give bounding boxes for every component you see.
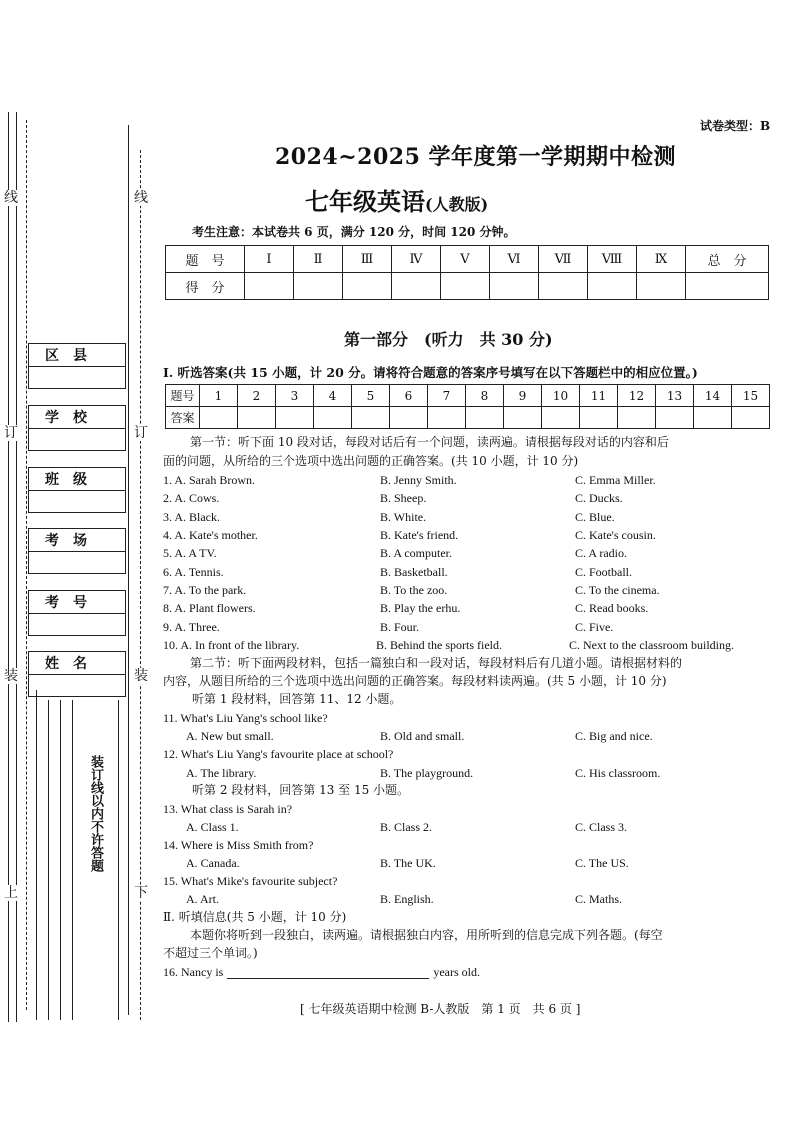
answer-cell[interactable] <box>732 407 770 429</box>
district-box <box>28 343 126 389</box>
answer-number: 9 <box>504 385 542 407</box>
page-subtitle <box>305 182 488 217</box>
part1-title: 第一部分 (听力 共 30 分) <box>344 330 553 349</box>
option-b: B. Kate's friend. <box>380 528 459 542</box>
option-a: A. The library. <box>186 766 257 780</box>
cut-char: 装 <box>4 668 18 684</box>
question-16 <box>163 965 480 979</box>
answer-cell[interactable] <box>238 407 276 429</box>
page-title: 2024~2025 学年度第一学期期中检测 <box>275 144 677 170</box>
cut-char: 线 <box>4 190 18 206</box>
answer-number: 10 <box>542 385 580 407</box>
binding-line <box>118 700 119 1020</box>
option-b: B. Sheep. <box>380 491 427 505</box>
exam-room-field[interactable] <box>29 552 125 573</box>
answer-cell[interactable] <box>466 407 504 429</box>
score-cell[interactable] <box>686 273 769 300</box>
answer-cell[interactable] <box>352 407 390 429</box>
answer-number: 13 <box>656 385 694 407</box>
answer-number: 5 <box>352 385 390 407</box>
option-a: 2. A. Cows. <box>163 491 220 505</box>
subtitle-edition: (人教版) <box>425 195 489 214</box>
section1-heading: I. 听选答案(共 15 小题，计 20 分。请将符合题意的答案序号填写在以下答题栏中的相应位置。) <box>163 365 698 380</box>
answer-cell[interactable] <box>504 407 542 429</box>
option-a: 6. A. Tennis. <box>163 565 224 579</box>
option-b: B. The playground. <box>380 766 474 780</box>
option-c: C. Football. <box>575 565 633 579</box>
binding-line <box>72 700 73 1020</box>
option-c: C. Kate's cousin. <box>575 528 656 542</box>
paper-type: 试卷类型：B <box>700 119 771 133</box>
cut-char: 上 <box>4 885 18 901</box>
binding-line <box>48 700 49 1020</box>
answer-cell[interactable] <box>200 407 238 429</box>
district-label: 区 县 <box>29 344 125 367</box>
exam-number-field[interactable] <box>29 614 125 635</box>
option-b: B. Basketball. <box>380 565 448 579</box>
option-c: C. Read books. <box>575 601 649 615</box>
score-cell[interactable] <box>343 273 392 300</box>
school-box <box>28 405 126 451</box>
binding-line <box>60 700 61 1020</box>
question-stem: 14. Where is Miss Smith from? <box>163 838 314 852</box>
score-cell[interactable] <box>490 273 539 300</box>
exam-number-box <box>28 590 126 636</box>
score-cell[interactable] <box>294 273 343 300</box>
class-label: 班 级 <box>29 468 125 491</box>
school-label: 学 校 <box>29 406 125 429</box>
score-cell[interactable] <box>539 273 588 300</box>
option-b: B. The UK. <box>380 856 436 870</box>
binding-warning: 装订线以内不许答题 <box>88 755 103 872</box>
answer-table <box>165 384 770 429</box>
score-col: Ⅴ <box>441 246 490 273</box>
score-total: 总 分 <box>686 246 769 273</box>
answer-number: 1 <box>200 385 238 407</box>
option-b: B. Behind the sports field. <box>376 638 502 652</box>
score-col: Ⅳ <box>392 246 441 273</box>
cut-char: 装 <box>134 668 148 684</box>
option-b: B. Old and small. <box>380 729 465 743</box>
subtitle-main: 七年级英语 <box>305 187 425 216</box>
answer-number: 11 <box>580 385 618 407</box>
option-c: C. The US. <box>575 856 629 870</box>
option-b: B. White. <box>380 510 427 524</box>
option-a: 9. A. Three. <box>163 620 220 634</box>
score-cell[interactable] <box>588 273 637 300</box>
binding-line <box>128 125 129 1015</box>
option-c: C. Maths. <box>575 892 623 906</box>
answer-number: 4 <box>314 385 352 407</box>
option-c: C. A radio. <box>575 546 628 560</box>
score-row-label: 得 分 <box>166 273 245 300</box>
option-a: 7. A. To the park. <box>163 583 247 597</box>
cut-char: 订 <box>4 425 18 441</box>
option-a: 3. A. Black. <box>163 510 220 524</box>
part1-intro: 第一节：听下面 10 段对话，每段对话后有一个问题，读两遍。请根据每段对话的内容和后 <box>190 435 669 449</box>
material-note: 听第 2 段材料，回答第 13 至 15 小题。 <box>192 783 410 797</box>
score-col: Ⅶ <box>539 246 588 273</box>
score-col: Ⅸ <box>637 246 686 273</box>
score-col: Ⅱ <box>294 246 343 273</box>
section2-intro: 本题你将听到一段独白，读两遍。请根据独白内容，用所听到的信息完成下列各题。(每空 <box>190 928 663 942</box>
exam-room-box <box>28 528 126 574</box>
binding-line <box>36 690 37 1020</box>
material-note: 听第 1 段材料，回答第 11、12 小题。 <box>192 692 402 706</box>
option-c: C. Class 3. <box>575 820 628 834</box>
score-cell[interactable] <box>441 273 490 300</box>
option-b: B. Jenny Smith. <box>380 473 457 487</box>
question-stem: 12. What's Liu Yang's favourite place at school? <box>163 747 394 761</box>
option-c: C. Blue. <box>575 510 615 524</box>
q16-blank[interactable] <box>227 966 429 979</box>
section2-intro: 不超过三个单词。) <box>163 946 258 960</box>
answer-cell[interactable] <box>618 407 656 429</box>
name-box <box>28 651 126 697</box>
answer-number: 12 <box>618 385 656 407</box>
answer-cell[interactable] <box>542 407 580 429</box>
option-c: C. His classroom. <box>575 766 661 780</box>
answer-cell[interactable] <box>428 407 466 429</box>
section2-heading: Ⅱ. 听填信息(共 5 小题，计 10 分) <box>163 910 347 924</box>
option-c: C. Five. <box>575 620 614 634</box>
class-box <box>28 467 126 513</box>
district-field[interactable] <box>29 367 125 388</box>
option-a: 4. A. Kate's mother. <box>163 528 258 542</box>
answer-number: 15 <box>732 385 770 407</box>
option-c: C. Emma Miller. <box>575 473 656 487</box>
option-a: A. Art. <box>186 892 219 906</box>
score-col: Ⅲ <box>343 246 392 273</box>
option-b: B. A computer. <box>380 546 452 560</box>
cut-char: 订 <box>134 425 148 441</box>
option-a: 10. A. In front of the library. <box>163 638 300 652</box>
school-field[interactable] <box>29 429 125 450</box>
option-a: 1. A. Sarah Brown. <box>163 473 255 487</box>
score-col: Ⅰ <box>245 246 294 273</box>
option-b: B. To the zoo. <box>380 583 448 597</box>
option-c: C. Ducks. <box>575 491 623 505</box>
answer-cell[interactable] <box>276 407 314 429</box>
answer-number: 6 <box>390 385 428 407</box>
answer-cell[interactable] <box>656 407 694 429</box>
option-c: C. To the cinema. <box>575 583 660 597</box>
option-c: C. Next to the classroom building. <box>569 638 734 652</box>
option-b: B. English. <box>380 892 434 906</box>
option-c: C. Big and nice. <box>575 729 653 743</box>
question-stem: 15. What's Mike's favourite subject? <box>163 874 338 888</box>
exam-number-label: 考 号 <box>29 591 125 614</box>
page-footer: [ 七年级英语期中检测 B-人教版 第 1 页 共 6 页 ] <box>300 1002 581 1016</box>
score-table <box>165 245 769 300</box>
answer-number: 14 <box>694 385 732 407</box>
cut-char: 下 <box>134 885 148 901</box>
part1-intro: 面的问题，从所给的三个选项中选出问题的正确答案。(共 10 小题，计 10 分) <box>163 454 579 468</box>
answer-cell[interactable] <box>694 407 732 429</box>
question-stem: 11. What's Liu Yang's school like? <box>163 711 328 725</box>
answer-cell[interactable] <box>390 407 428 429</box>
score-row-label: 题 号 <box>166 246 245 273</box>
question-stem: 13. What class is Sarah in? <box>163 802 293 816</box>
score-col: Ⅷ <box>588 246 637 273</box>
option-b: B. Class 2. <box>380 820 433 834</box>
score-cell[interactable] <box>637 273 686 300</box>
option-a: A. Canada. <box>186 856 240 870</box>
option-a: A. Class 1. <box>186 820 239 834</box>
answer-row-label: 题号 <box>166 385 200 407</box>
score-cell[interactable] <box>245 273 294 300</box>
option-a: A. New but small. <box>186 729 274 743</box>
answer-number: 8 <box>466 385 504 407</box>
option-b: B. Four. <box>380 620 420 634</box>
option-a: 5. A. A TV. <box>163 546 217 560</box>
answer-cell[interactable] <box>314 407 352 429</box>
answer-cell[interactable] <box>580 407 618 429</box>
answer-number: 3 <box>276 385 314 407</box>
exam-notice: 考生注意：本试卷共 6 页，满分 120 分，时间 120 分钟。 <box>192 225 516 239</box>
answer-number: 2 <box>238 385 276 407</box>
option-b: B. Play the erhu. <box>380 601 461 615</box>
cut-char: 线 <box>134 190 148 206</box>
part2-intro: 第二节：听下面两段材料，包括一篇独白和一段对话，每段材料后有几道小题。请根据材料的 <box>190 656 683 670</box>
exam-room-label: 考 场 <box>29 529 125 552</box>
q16-prefix: 16. Nancy is <box>163 965 224 979</box>
answer-number: 7 <box>428 385 466 407</box>
class-field[interactable] <box>29 491 125 512</box>
part2-intro: 内容，从题目所给的三个选项中选出问题的正确答案。每段材料读两遍。(共 5 小题，计 10 分) <box>163 674 667 688</box>
score-col: Ⅵ <box>490 246 539 273</box>
answer-row-label: 答案 <box>166 407 200 429</box>
option-a: 8. A. Plant flowers. <box>163 601 256 615</box>
name-field[interactable] <box>29 675 125 696</box>
binding-line <box>26 120 27 1010</box>
score-cell[interactable] <box>392 273 441 300</box>
q16-suffix: years old. <box>433 965 480 979</box>
name-label: 姓 名 <box>29 652 125 675</box>
